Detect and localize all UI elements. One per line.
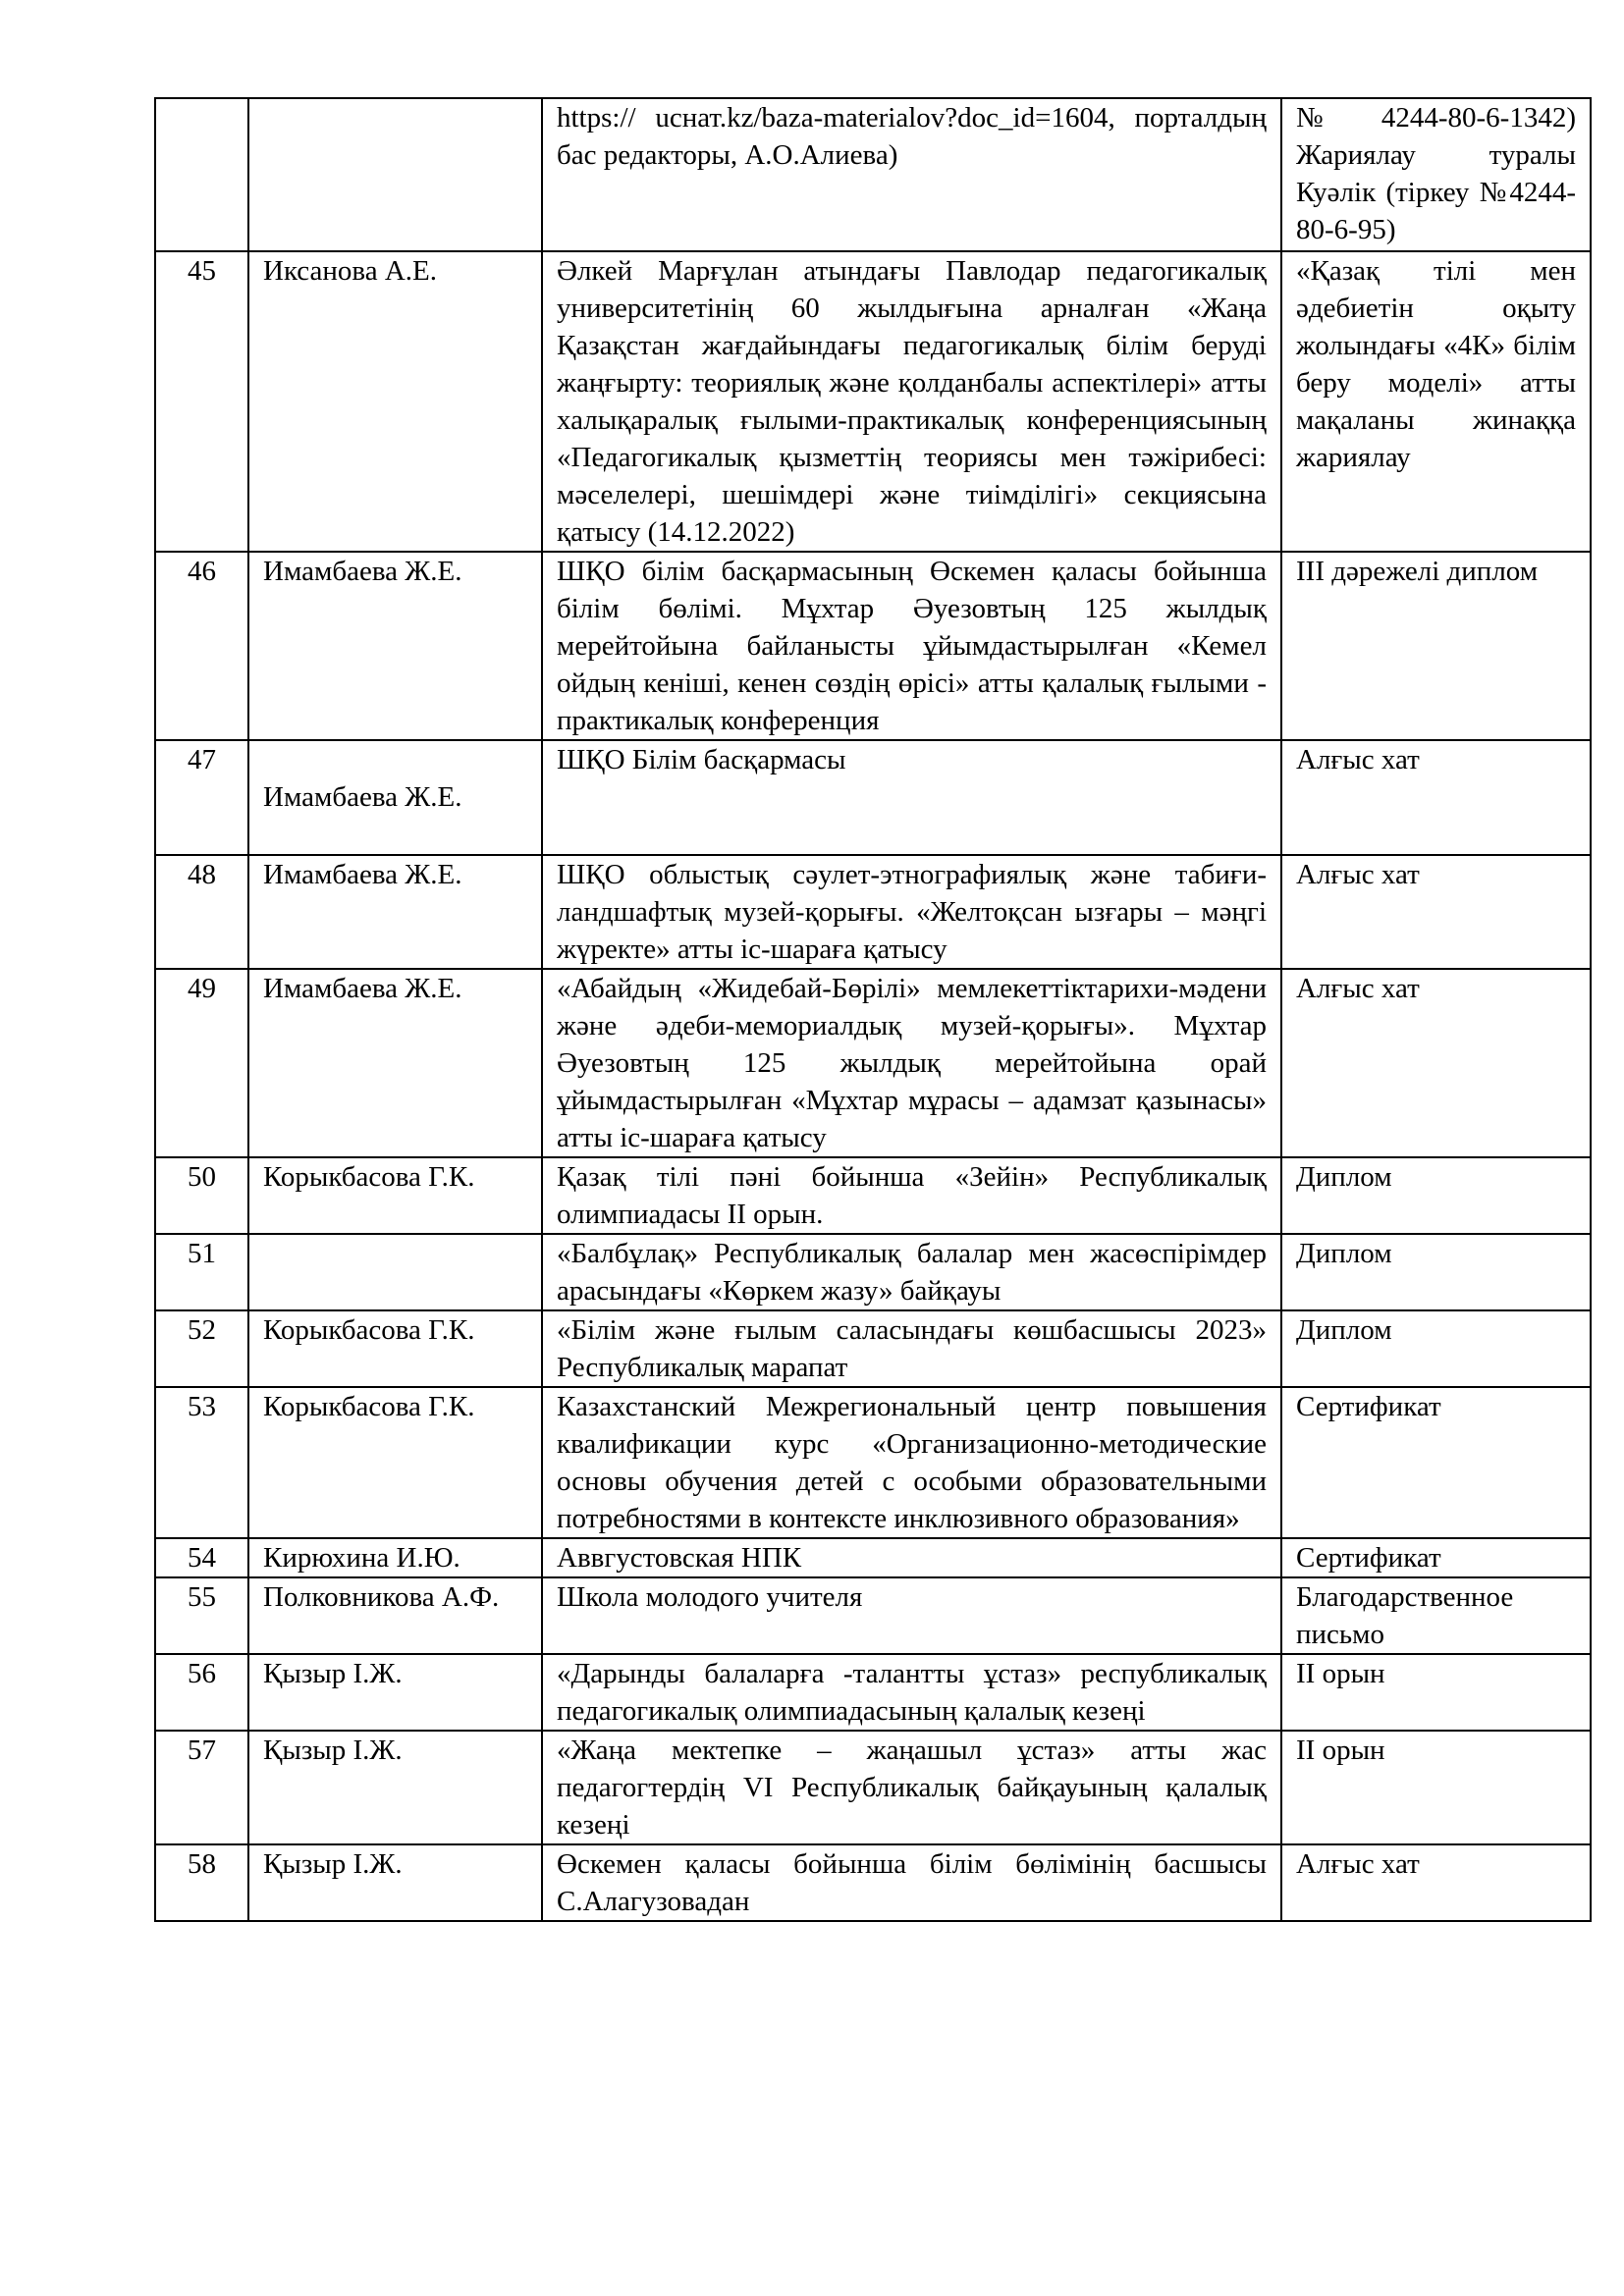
award-result: Диплом <box>1281 1234 1591 1310</box>
event-description: «Дарынды балаларға -талантты ұстаз» республикалық педагогикалық олимпиадасының қалалық кезеңі <box>542 1654 1281 1731</box>
row-number: 55 <box>155 1577 248 1654</box>
event-description: Школа молодого учителя <box>542 1577 1281 1654</box>
table-row <box>155 552 1591 740</box>
row-number: 48 <box>155 855 248 969</box>
event-description: Өскемен қаласы бойынша білім бөлімінің басшысы С.Алагузовадан <box>542 1844 1281 1921</box>
award-result: Алғыс хат <box>1281 969 1591 1157</box>
participant-name: Қызыр І.Ж. <box>248 1844 542 1921</box>
participant-name: Имамбаева Ж.Е. <box>248 855 542 969</box>
participant-name: Корыкбасова Г.К. <box>248 1310 542 1387</box>
event-description: Қазақ тілі пәні бойынша «Зейін» Республикалық олимпиадасы ІІ орын. <box>542 1157 1281 1234</box>
row-number: 49 <box>155 969 248 1157</box>
award-result: Алғыс хат <box>1281 855 1591 969</box>
row-number: 47 <box>155 740 248 855</box>
row-number: 54 <box>155 1538 248 1577</box>
participant-name <box>248 1234 542 1310</box>
participant-name: Иксанова А.Е. <box>248 251 542 552</box>
award-result: ІІ орын <box>1281 1731 1591 1844</box>
table-row <box>155 1844 1591 1921</box>
row-number: 51 <box>155 1234 248 1310</box>
row-number: 52 <box>155 1310 248 1387</box>
award-result: Диплом <box>1281 1310 1591 1387</box>
table-row <box>155 1538 1591 1577</box>
award-result: Диплом <box>1281 1157 1591 1234</box>
participant-name: Имамбаева Ж.Е. <box>248 969 542 1157</box>
table-row <box>155 855 1591 969</box>
event-description: Аввгустовская НПК <box>542 1538 1281 1577</box>
table-row <box>155 1731 1591 1844</box>
table-row <box>155 98 1591 251</box>
table-row <box>155 251 1591 552</box>
participant-name: Корыкбасова Г.К. <box>248 1387 542 1538</box>
participant-name <box>248 98 542 251</box>
row-number: 56 <box>155 1654 248 1731</box>
row-number: 46 <box>155 552 248 740</box>
event-description: https:// uснат.kz/baza-materialov?doc_id=1604, порталдың бас редакторы, А.О.Алиева) <box>542 98 1281 251</box>
award-result: Алғыс хат <box>1281 1844 1591 1921</box>
table-row <box>155 969 1591 1157</box>
award-result: Алғыс хат <box>1281 740 1591 855</box>
row-number: 53 <box>155 1387 248 1538</box>
event-description: «Жаңа мектепке – жаңашыл ұстаз» атты жас педагогтердің VI Республикалық байқауының қалалық кезеңі <box>542 1731 1281 1844</box>
award-result: №4244-80-6-1342) Жариялау туралы Куәлік (тіркеу №4244-80-6-95) <box>1281 98 1591 251</box>
event-description: «Білім және ғылым саласындағы көшбасшысы 2023» Республикалық марапат <box>542 1310 1281 1387</box>
award-result: Сертификат <box>1281 1538 1591 1577</box>
participant-name: Имамбаева Ж.Е. <box>248 740 542 855</box>
event-description: Әлкей Марғұлан атындағы Павлодар педагогикалық университетінің 60 жылдығына арналған «Жаңа Қазақстан жағдайындағы педагогикалық білім беруді жаңғырту: теориялық және қолданбалы аспектілері» атты халықаралық ғылыми-практикалық конференциясының «Педагогикалық қызметтің теориясы мен тәжірибесі: мәселелері, шешімдері және тиімділігі» секциясына қатысу (14.12.2022) <box>542 251 1281 552</box>
participant-name: Қызыр І.Ж. <box>248 1731 542 1844</box>
event-description: «Абайдың «Жидебай-Бөрілі» мемлекеттіктарихи-мәдени және әдеби-мемориалдық музей-қорығы». Мұхтар Әуезовтың 125 жылдық мерейтойына орай ұйымдастырылған «Мұхтар мұрасы – адамзат қазынасы» атты іс-шараға қатысу <box>542 969 1281 1157</box>
table-row <box>155 1387 1591 1538</box>
event-description: ШҚО білім басқармасының Өскемен қаласы бойынша білім бөлімі. Мұхтар Әуезовтың 125 жылдық мерейтойына байланысты ұйымдастырылған «Кемел ойдың кеніші, кенен сөздің өрісі» атты қалалық ғылыми - практикалық конференция <box>542 552 1281 740</box>
award-result: ІІ орын <box>1281 1654 1591 1731</box>
row-number: 50 <box>155 1157 248 1234</box>
event-description: ШҚО облыстық сәулет-этнографиялық және табиғи-ландшафтық музей-қорығы. «Желтоқсан ызғары – мәңгі жүректе» атты іс-шараға қатысу <box>542 855 1281 969</box>
participant-name: Кирюхина И.Ю. <box>248 1538 542 1577</box>
row-number: 58 <box>155 1844 248 1921</box>
award-result: Сертификат <box>1281 1387 1591 1538</box>
table-row <box>155 1234 1591 1310</box>
award-result: «Қазақ тілі мен әдебиетін оқыту жолындағы «4К» білім беру моделі» атты мақаланы жинаққа жариялау <box>1281 251 1591 552</box>
event-description: Казахстанский Межрегиональный центр повышения квалификации курс «Организационно-методические основы обучения детей с особыми образовательными потребностями в контексте инклюзивного образования» <box>542 1387 1281 1538</box>
table-row <box>155 1577 1591 1654</box>
row-number <box>155 98 248 251</box>
participation-table <box>154 97 1592 1922</box>
event-description: «Балбұлақ» Республикалық балалар мен жасөспірімдер арасындағы «Көркем жазу» байқауы <box>542 1234 1281 1310</box>
participant-name: Полковникова А.Ф. <box>248 1577 542 1654</box>
table-row <box>155 1310 1591 1387</box>
event-description: ШҚО Білім басқармасы <box>542 740 1281 855</box>
award-result: ІІІ дәрежелі диплом <box>1281 552 1591 740</box>
table-row <box>155 740 1591 855</box>
table-row <box>155 1654 1591 1731</box>
award-result: Благодарственное письмо <box>1281 1577 1591 1654</box>
participant-name: Қызыр І.Ж. <box>248 1654 542 1731</box>
row-number: 45 <box>155 251 248 552</box>
table-row <box>155 1157 1591 1234</box>
row-number: 57 <box>155 1731 248 1844</box>
participant-name: Имамбаева Ж.Е. <box>248 552 542 740</box>
participant-name: Корыкбасова Г.К. <box>248 1157 542 1234</box>
